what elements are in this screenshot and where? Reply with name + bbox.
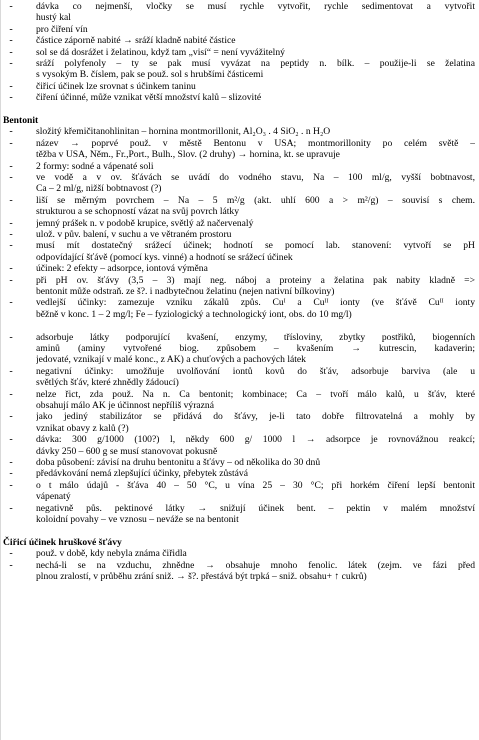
- list-item: [0, 35, 479, 47]
- bullet-dash-icon: -: [9, 160, 13, 172]
- bullet-dash-icon: -: [9, 172, 13, 183]
- list-item-continuation: [0, 286, 479, 298]
- list-item-text: o t málo údajů - šťáva 40 – 50 °C, u vína 25 – 30 °C; při horkém čiření lepší bentonit: [36, 479, 475, 491]
- list-item-text: doba působení: závisí na druhu bentonitu a šťávy – od několika do 30 dnů: [36, 457, 321, 468]
- list-item: [0, 332, 479, 344]
- list-item: [0, 560, 479, 572]
- bullet-dash-icon: -: [9, 502, 13, 514]
- list-item: [0, 58, 479, 70]
- list-item-text: negativně půs. pektinové látky → snižují účinek bent. – pektin v malém množství: [36, 502, 475, 514]
- list-item-text: koloidní povahy – ve vznosu – neváže se na bentonit: [36, 514, 239, 525]
- list-item-text: při pH ov. šťávy (3,5 – 3) mají neg. náboj a proteiny a želatina pak nabity kladně =>: [36, 274, 475, 286]
- list-item-continuation: [0, 149, 479, 161]
- list-item-continuation: [0, 183, 479, 195]
- list-item: [0, 366, 479, 378]
- list-item: [0, 457, 479, 469]
- bullet-dash-icon: -: [9, 217, 13, 229]
- list-item-continuation: [0, 514, 479, 526]
- list-item-text: sol se dá dosrážet i želatinou, když tam „visí“ = není vyvážitelný: [36, 46, 285, 58]
- list-item: [0, 92, 479, 104]
- bullet-dash-icon: -: [9, 559, 13, 571]
- list-item-text: dávka co nejmenší, vločky se musí rychle vytvořit, rychle sedimentovat a vytvořit: [36, 1, 475, 12]
- list-item-text: jako jediný stabilizátor se přidává do šťávy, je-li tato dobře filtrovatelná a mohly by: [36, 411, 475, 423]
- list-item-text: běžně v konc. 1 – 2 mg/l; Fe – fyziologický a technologický iont, obs. do 10 mg/l): [36, 308, 352, 320]
- bullet-dash-icon: -: [9, 297, 13, 309]
- list-item-text: aminů (aminy vytvořené biog. způsobem – kvašením → kutrescin, kadaverin;: [36, 343, 475, 354]
- list-item-text: plnou zralostí, v průběhu zrání sniž. → š?. přestává být trpká – sniž. obsahu+ ↑ cukrů): [36, 571, 367, 582]
- list-item-text: strukturou a se schopností vázat na svůj povrch látky: [36, 206, 240, 218]
- list-item-text: negativní účinky: umožňuje uvolňování iontů kovů do šťáv, adsorbuje barviva (ale u: [36, 365, 475, 377]
- list-item-continuation: [0, 354, 479, 366]
- list-item: [0, 172, 479, 184]
- bullet-dash-icon: -: [9, 23, 13, 35]
- list-item-text: dávky 250 – 600 g se musí stanovovat pokusně: [36, 445, 218, 457]
- bullet-dash-icon: -: [9, 80, 13, 92]
- bullet-dash-icon: -: [9, 548, 13, 560]
- list-item-continuation: [0, 12, 479, 24]
- list-item: [0, 138, 479, 150]
- list-item-text: čiření účinné, může vznikat větší množství kalů – slizovité: [36, 92, 262, 104]
- list-item-text: jemný prášek n. v podobě krupice, světlý až načervenalý: [36, 217, 254, 229]
- list-item-text: s vysokým B. číslem, pak se použ. sol s hrubšími částicemi: [36, 69, 264, 81]
- list-item-text: vedlejší účinky: zamezuje vzniku zákalů způs. Cuᴵ a Cuᴵᴵ ionty (ve šťávě Cuᴵᴵ ionty: [36, 297, 475, 309]
- list-item-text: předávkování nemá zlepšující účinky, přebytek zůstává: [36, 468, 248, 480]
- list-item-text: čiřicí účinek lze srovnat s účinkem taninu: [36, 80, 196, 92]
- list-item: [0, 411, 479, 423]
- list-item-text: liší se měrným povrchem – Na – 5 m²/g (akt. uhlí 600 a > m²/g) – souvisí s chem.: [36, 194, 475, 206]
- list-item-continuation: [0, 252, 479, 264]
- list-item: [0, 275, 479, 287]
- list-item: [0, 548, 479, 560]
- list-item-text: nechá-li se na vzduchu, zhnědne → obsahuje mnoho fenolic. látek (zejm. ve fázi před: [36, 559, 475, 571]
- list-item: [0, 81, 479, 93]
- bullet-dash-icon: -: [9, 46, 13, 58]
- list-item-continuation: [0, 400, 479, 412]
- bullet-dash-icon: -: [9, 194, 13, 206]
- list-item-text: těžba v USA, Něm., Fr.,Port., Bulh., Slov. (2 druhy) → hornina, kt. se upravuje: [36, 149, 340, 161]
- section-heading: [0, 115, 479, 127]
- bullet-dash-icon: -: [9, 240, 13, 252]
- bullet-dash-icon: -: [9, 479, 13, 491]
- list-item-text: bentonit může odstraň. ze š?. i nadbytečnou želatinu (nejen nativní bílkoviny): [36, 286, 335, 297]
- list-item: [0, 126, 479, 138]
- list-item-text: hustý kal: [36, 12, 71, 24]
- list-item-text: obsahují málo AK je účinnost nepříliš výrazná: [36, 400, 214, 411]
- bullet-dash-icon: -: [9, 388, 13, 400]
- list-item: [0, 389, 479, 401]
- list-item: [0, 218, 479, 230]
- bullet-dash-icon: -: [9, 92, 13, 104]
- bullet-dash-icon: -: [9, 468, 13, 480]
- list-item-text: sráží polyfenoly – ty se pak musí vyvázat na peptidy n. bílk. – použije-li se želatina: [36, 58, 475, 69]
- bullet-dash-icon: -: [9, 263, 13, 275]
- list-item-continuation: [0, 377, 479, 389]
- list-item: [0, 47, 479, 59]
- list-item-continuation: [0, 491, 479, 503]
- list-item: [0, 297, 479, 309]
- list-item: [0, 161, 479, 173]
- list-item-text: odpovídající šťávě (pomocí kys. vinné) a hodnotí se srážecí účinek: [36, 251, 293, 263]
- section-heading-text: Bentonit: [3, 115, 39, 126]
- list-item-continuation: [0, 571, 479, 583]
- bullet-dash-icon: -: [9, 411, 13, 423]
- list-item-continuation: [0, 309, 479, 321]
- list-item: [0, 195, 479, 207]
- list-item-text: ve vodě a v ov. šťávách se uvádí do vodného stavu, Na – 100 ml/g, vyšší bobtnavost,: [36, 172, 475, 183]
- list-item-text: světlých šťáv, které zhnědly žádoucí): [36, 377, 179, 389]
- bullet-dash-icon: -: [9, 58, 13, 69]
- list-item-text: název → poprvé použ. v městě Bentonu v USA; montmorillonity po celém světě –: [36, 137, 475, 149]
- list-item-text: nelze řict, zda použ. Na n. Ca bentonit; kombinace; Ca – tvoří málo kalů, u šťáv, které: [36, 388, 475, 400]
- list-item-text: pro čiření vín: [36, 23, 88, 35]
- list-item-text: vznikat obavy z kalů (?): [36, 422, 129, 434]
- list-item: [0, 480, 479, 492]
- bullet-dash-icon: -: [9, 434, 13, 446]
- bullet-dash-icon: -: [9, 126, 13, 138]
- list-item: [0, 1, 479, 13]
- list-item: [0, 434, 479, 446]
- list-item-text: použ. v době, kdy nebyla známa čiřidla: [36, 548, 187, 560]
- bullet-dash-icon: -: [9, 365, 13, 377]
- list-item-text: ulož. v pův. balení, v suchu a ve větraném prostoru: [36, 229, 232, 240]
- list-item: [0, 263, 479, 275]
- bullet-dash-icon: -: [9, 274, 13, 286]
- list-item-text: složitý křemičitanohlinitan – hornina montmorillonit, Al₂O₃ . 4 SiO₂ . n H₂O: [36, 126, 331, 138]
- list-item-continuation: [0, 343, 479, 355]
- list-item-text: vápenatý: [36, 491, 71, 503]
- list-item: [0, 503, 479, 515]
- bullet-dash-icon: -: [9, 1, 13, 12]
- list-item-text: adsorbuje látky podporující kvašení, enzymy, třísloviny, zbytky postřiků, biogenních: [36, 331, 475, 343]
- bullet-dash-icon: -: [9, 331, 13, 343]
- list-item-text: dávka: 300 g/1000 (100?) l, někdy 600 g/ 1000 l → adsorpce je rovnovážnou reakcí;: [36, 434, 475, 446]
- bullet-dash-icon: -: [9, 229, 13, 240]
- list-item-continuation: [0, 69, 479, 81]
- list-item-text: 2 formy: sodné a vápenaté soli: [36, 160, 154, 172]
- list-item-text: jedovaté, vznikají v malé konc., z AK) a chuťových a pachových látek: [36, 354, 306, 366]
- list-item-text: účinek: 2 efekty – adsorpce, iontová výměna: [36, 263, 208, 275]
- section-heading-text: Čiřicí účinek hruškové šťávy: [3, 536, 122, 548]
- section-heading: [0, 537, 479, 549]
- list-item: [0, 468, 479, 480]
- list-item-text: částice záporně nabité → sráží kladně nabité částice: [36, 35, 236, 47]
- list-item-text: Ca – 2 ml/g, nižší bobtnavost (?): [36, 183, 162, 195]
- list-item-text: musí mít dostatečný srážecí účinek; hodnotí se pomocí lab. stanovení: vytvoří se pH: [36, 240, 475, 252]
- bullet-dash-icon: -: [9, 457, 13, 468]
- bullet-dash-icon: -: [9, 35, 13, 47]
- list-item-continuation: [0, 423, 479, 435]
- list-item: [0, 24, 479, 36]
- list-item: [0, 240, 479, 252]
- list-item-continuation: [0, 206, 479, 218]
- bullet-dash-icon: -: [9, 137, 13, 149]
- list-item: [0, 229, 479, 241]
- list-item-continuation: [0, 446, 479, 458]
